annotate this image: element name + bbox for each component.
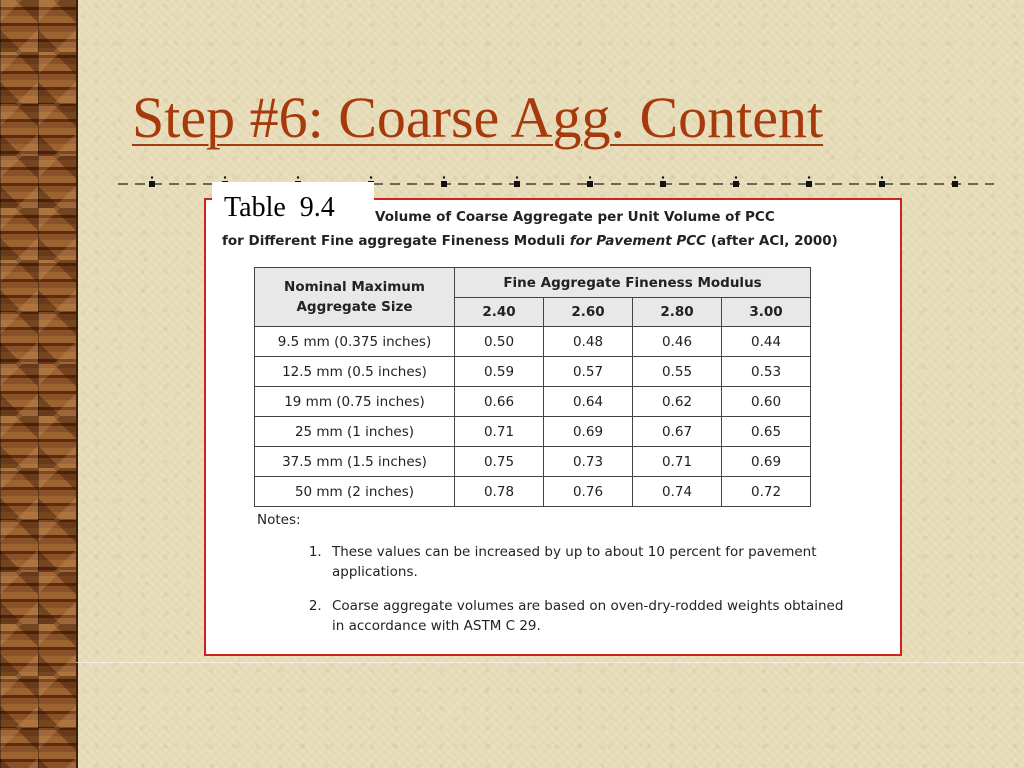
divider-dot bbox=[297, 176, 299, 178]
value-cell: 0.69 bbox=[722, 447, 811, 477]
table-notes bbox=[257, 512, 857, 650]
faint-guide-line bbox=[76, 662, 1024, 663]
value-cell: 0.53 bbox=[722, 357, 811, 387]
divider-ornament bbox=[806, 181, 812, 187]
divider-ornament bbox=[733, 181, 739, 187]
value-cell: 0.73 bbox=[544, 447, 633, 477]
divider-ornament bbox=[149, 181, 155, 187]
value-cell: 0.59 bbox=[455, 357, 544, 387]
row-size-cell: 9.5 mm (0.375 inches) bbox=[255, 327, 455, 357]
value-cell: 0.75 bbox=[455, 447, 544, 477]
value-cell: 0.78 bbox=[455, 477, 544, 507]
header-fineness-modulus: Fine Aggregate Fineness Modulus bbox=[455, 268, 811, 298]
notes-label: Notes: bbox=[257, 512, 301, 528]
table-row bbox=[255, 447, 811, 477]
value-cell: 0.74 bbox=[633, 477, 722, 507]
table-number-label: Table 9.4 bbox=[212, 182, 374, 230]
divider-dot bbox=[808, 176, 810, 178]
wood-border-decoration bbox=[0, 0, 78, 768]
header-fm-value: 2.80 bbox=[633, 298, 722, 327]
row-size-cell: 50 mm (2 inches) bbox=[255, 477, 455, 507]
value-cell: 0.65 bbox=[722, 417, 811, 447]
caption-line-2-italic: for Pavement PCC bbox=[569, 233, 707, 249]
value-cell: 0.76 bbox=[544, 477, 633, 507]
row-size-cell: 25 mm (1 inches) bbox=[255, 417, 455, 447]
row-size-cell: 19 mm (0.75 inches) bbox=[255, 387, 455, 417]
caption-line-2-suffix: (after ACI, 2000) bbox=[706, 233, 838, 249]
value-cell: 0.44 bbox=[722, 327, 811, 357]
value-cell: 0.69 bbox=[544, 417, 633, 447]
value-cell: 0.72 bbox=[722, 477, 811, 507]
table-row bbox=[255, 327, 811, 357]
table-row bbox=[255, 387, 811, 417]
row-size-cell: 37.5 mm (1.5 inches) bbox=[255, 447, 455, 477]
divider-dot bbox=[662, 176, 664, 178]
header-fm-value: 2.40 bbox=[455, 298, 544, 327]
divider-dot bbox=[370, 176, 372, 178]
value-cell: 0.66 bbox=[455, 387, 544, 417]
table-row bbox=[255, 477, 811, 507]
divider-dot bbox=[516, 176, 518, 178]
divider-ornament bbox=[952, 181, 958, 187]
value-cell: 0.71 bbox=[455, 417, 544, 447]
caption-line-1: Volume of Coarse Aggregate per Unit Volume of PCC bbox=[375, 209, 775, 225]
value-cell: 0.62 bbox=[633, 387, 722, 417]
slide-title: Step #6: Coarse Agg. Content bbox=[132, 85, 824, 150]
notes-list bbox=[257, 542, 857, 636]
divider-dot bbox=[589, 176, 591, 178]
header-fm-value: 2.60 bbox=[544, 298, 633, 327]
divider-ornament bbox=[879, 181, 885, 187]
value-cell: 0.71 bbox=[633, 447, 722, 477]
note-item: 2. Coarse aggregate volumes are based on oven-dry-rodded weights obtained in accordance with ASTM C 29. bbox=[326, 596, 857, 636]
table-row bbox=[255, 417, 811, 447]
divider-dot bbox=[735, 176, 737, 178]
divider-ornament bbox=[441, 181, 447, 187]
value-cell: 0.46 bbox=[633, 327, 722, 357]
value-cell: 0.55 bbox=[633, 357, 722, 387]
divider-dot bbox=[443, 176, 445, 178]
note-item: 1. These values can be increased by up to about 10 percent for pavement applications. bbox=[326, 542, 857, 582]
caption-line-2 bbox=[222, 229, 852, 253]
row-size-cell: 12.5 mm (0.5 inches) bbox=[255, 357, 455, 387]
value-cell: 0.57 bbox=[544, 357, 633, 387]
value-cell: 0.48 bbox=[544, 327, 633, 357]
divider-ornament bbox=[660, 181, 666, 187]
table-row bbox=[255, 357, 811, 387]
value-cell: 0.67 bbox=[633, 417, 722, 447]
divider-ornament bbox=[514, 181, 520, 187]
divider-dot bbox=[881, 176, 883, 178]
divider-ornament bbox=[587, 181, 593, 187]
caption-line-2-prefix: for Different Fine aggregate Fineness Moduli bbox=[222, 233, 570, 249]
value-cell: 0.50 bbox=[455, 327, 544, 357]
divider-dot bbox=[224, 176, 226, 178]
value-cell: 0.64 bbox=[544, 387, 633, 417]
divider-dot bbox=[151, 176, 153, 178]
divider-dot bbox=[954, 176, 956, 178]
value-cell: 0.60 bbox=[722, 387, 811, 417]
header-fm-value: 3.00 bbox=[722, 298, 811, 327]
coarse-aggregate-table bbox=[254, 267, 811, 507]
header-aggregate-size: Nominal Maximum Aggregate Size bbox=[255, 268, 455, 327]
